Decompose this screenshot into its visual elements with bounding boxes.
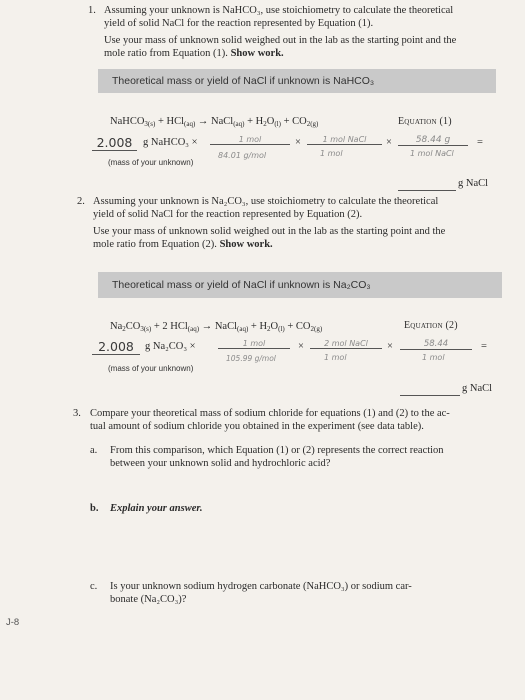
q3-number: 3.	[73, 408, 81, 419]
q3b-label: b.	[90, 503, 99, 514]
q2-line1: Assuming your unknown is Na₂CO₃, use stoichiometry to calculate the theoretical	[93, 196, 439, 207]
q2-mass-unit: g Na₂CO₃ ×	[145, 341, 196, 352]
q2-line4: mole ratio from Equation (2).	[93, 238, 217, 250]
q2-text	[93, 196, 503, 251]
q3c-line1: Is your unknown sodium hydrogen carbonate (NaHCO₃) or sodium car-	[110, 581, 412, 592]
q3b-text: Explain your answer.	[110, 503, 203, 514]
equation-1: NaHCO$_{3(s)}$ + HCl$_{(aq)}$ → NaCl$_{(aq)}$ + $H_2O_{(l)} + CO_{2(g)}$	[110, 116, 319, 128]
q3a-line1: From this comparison, which Equation (1) or (2) represents the correct reaction	[110, 445, 444, 456]
q1-factor3-top: 58.44 g	[398, 135, 468, 146]
q1-show-work: Show work.	[230, 47, 284, 59]
q3-text	[90, 408, 510, 433]
q1-mass-value: 2.008	[92, 135, 137, 151]
q2-line4-wrap	[93, 239, 503, 252]
page-number: J-8	[6, 617, 20, 628]
q2-mass-value: 2.008	[92, 339, 140, 355]
q3c-text	[110, 581, 510, 606]
q1-line4: mole ratio from Equation (1).	[104, 47, 228, 59]
q1-banner: Theoretical mass or yield of NaCl if unknown is NaHCO₃	[98, 69, 496, 93]
q1-factor3-bottom: 1 mol NaCl	[410, 149, 454, 158]
q2-equals: =	[481, 341, 487, 352]
q2-banner: Theoretical mass or yield of NaCl if unknown is Na₂CO₃	[98, 272, 502, 298]
q2-factor2-bottom: 1 mol	[324, 353, 347, 362]
q2-show-work: Show work.	[219, 238, 273, 250]
q3a-label: a.	[90, 445, 98, 456]
q1-mass-unit: g NaHCO₃ ×	[143, 137, 198, 148]
q1-times-3: ×	[386, 137, 392, 148]
q2-result-line[interactable]	[400, 384, 460, 396]
q1-factor2-bottom: 1 mol	[320, 149, 343, 158]
q1-equals: =	[477, 137, 483, 148]
q1-times-2: ×	[295, 137, 301, 148]
q2-number: 2.	[77, 196, 85, 207]
q2-factor1-bottom: 105.99 g/mol	[226, 354, 276, 363]
equation-1-label: Equation (1)	[398, 116, 452, 127]
q2-times-3: ×	[387, 341, 393, 352]
q2-line3: Use your mass of unknown solid weighed out in the lab as the starting point and the	[93, 226, 446, 237]
q2-factor1-top: 1 mol	[218, 339, 290, 349]
q3a-line2: between your unknown solid and hydrochloric acid?	[110, 457, 331, 469]
q2-line2: yield of solid NaCl for the reaction represented by Equation (2).	[93, 208, 363, 220]
q3c-line2: bonate (Na₂CO₃)?	[110, 593, 187, 605]
q1-line1: Assuming your unknown is NaHCO₃, use stoichiometry to calculate the theoretical	[104, 5, 454, 16]
q2-result-unit: g NaCl	[462, 383, 493, 394]
q1-result-line[interactable]	[398, 179, 456, 191]
q1-number: 1.	[88, 5, 96, 16]
q1-text	[104, 5, 504, 60]
q1-line2: yield of solid NaCl for the reaction represented by Equation (1).	[104, 17, 374, 29]
q1-mass-caption: (mass of your unknown)	[108, 158, 194, 167]
q3-line1: Compare your theoretical mass of sodium chloride for equations (1) and (2) to the ac-	[90, 408, 450, 419]
q2-times-2: ×	[298, 341, 304, 352]
q1-line3: Use your mass of unknown solid weighed out in the lab as the starting point and the	[104, 35, 457, 46]
equation-2-label: Equation (2)	[404, 320, 458, 331]
q1-factor1-top: 1 mol	[210, 135, 290, 145]
q3a-text	[110, 445, 510, 470]
q1-line4-wrap	[104, 48, 504, 61]
q2-factor2-top: 2 mol NaCl	[310, 339, 382, 349]
q1-result-unit: g NaCl	[458, 178, 489, 189]
q3-line2: tual amount of sodium chloride you obtained in the experiment (see data table).	[90, 420, 424, 432]
q2-factor3-bottom: 1 mol	[422, 353, 445, 362]
equation-2: $Na_2CO_{3(s)} + 2$ HCl$_{(aq)}$ → NaCl$_{(aq)}$ + $H_2O_{(l)} + CO_{2(g)}$	[110, 321, 323, 333]
q2-factor3-top: 58.44	[400, 339, 472, 350]
q1-factor2-top: 1 mol NaCl	[307, 135, 382, 145]
q2-mass-caption: (mass of your unknown)	[108, 364, 194, 373]
q3c-label: c.	[90, 581, 98, 592]
q1-factor1-bottom: 84.01 g/mol	[218, 151, 267, 160]
